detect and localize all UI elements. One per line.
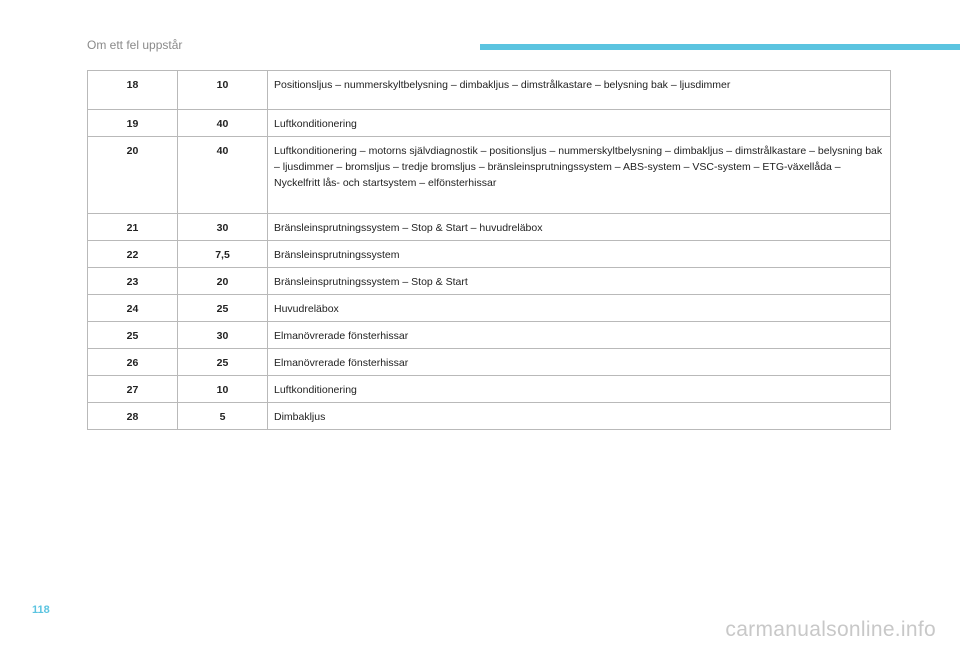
fuse-number: 27 — [88, 376, 178, 403]
table-row — [88, 268, 891, 295]
fuse-number: 28 — [88, 403, 178, 430]
table-row — [88, 349, 891, 376]
fuse-amperage: 5 — [178, 403, 268, 430]
table-row — [88, 376, 891, 403]
table-row — [88, 110, 891, 137]
fuse-function: Bränsleinsprutningssystem — [268, 241, 891, 268]
table-row — [88, 214, 891, 241]
table-row — [88, 403, 891, 430]
fuse-number: 25 — [88, 322, 178, 349]
fuse-amperage: 40 — [178, 110, 268, 137]
fuse-function: Dimbakljus — [268, 403, 891, 430]
header-accent-bar — [480, 44, 960, 50]
fuse-function: Huvudreläbox — [268, 295, 891, 322]
fuse-function: Bränsleinsprutningssystem – Stop & Start – huvudreläbox — [268, 214, 891, 241]
page-section-title: Om ett fel uppstår — [87, 38, 183, 52]
fuse-function: Luftkonditionering — [268, 376, 891, 403]
fuse-number: 19 — [88, 110, 178, 137]
page-number: 118 — [32, 604, 50, 616]
fuse-number: 22 — [88, 241, 178, 268]
fuse-function: Bränsleinsprutningssystem – Stop & Start — [268, 268, 891, 295]
fuse-function: Elmanövrerade fönsterhissar — [268, 349, 891, 376]
fuse-amperage: 10 — [178, 71, 268, 110]
fuse-amperage: 10 — [178, 376, 268, 403]
fuse-table — [87, 70, 891, 430]
fuse-amperage: 30 — [178, 214, 268, 241]
fuse-function: Luftkonditionering – motorns självdiagnostik – positionsljus – nummerskyltbelysning – dimbakljus – dimstrålkastare – belysning bak – ljusdimmer – bromsljus – tredje bromsljus – bränsleinsprutningssystem – ABS-system – VSC-system – ETG-växellåda – Nyckelfritt lås- och startsystem – elfönsterhissar — [268, 137, 891, 214]
fuse-amperage: 25 — [178, 349, 268, 376]
fuse-number: 20 — [88, 137, 178, 214]
fuse-amperage: 25 — [178, 295, 268, 322]
fuse-number: 23 — [88, 268, 178, 295]
fuse-number: 21 — [88, 214, 178, 241]
fuse-function: Positionsljus – nummerskyltbelysning – dimbakljus – dimstrålkastare – belysning bak – ljusdimmer — [268, 71, 891, 110]
fuse-function: Luftkonditionering — [268, 110, 891, 137]
table-row — [88, 137, 891, 214]
fuse-function: Elmanövrerade fönsterhissar — [268, 322, 891, 349]
fuse-number: 24 — [88, 295, 178, 322]
fuse-amperage: 30 — [178, 322, 268, 349]
fuse-number: 18 — [88, 71, 178, 110]
table-row — [88, 295, 891, 322]
table-row — [88, 241, 891, 268]
table-row — [88, 322, 891, 349]
fuse-amperage: 7,5 — [178, 241, 268, 268]
table-row — [88, 71, 891, 110]
watermark: carmanualsonline.info — [725, 618, 936, 641]
fuse-amperage: 20 — [178, 268, 268, 295]
fuse-number: 26 — [88, 349, 178, 376]
fuse-amperage: 40 — [178, 137, 268, 214]
